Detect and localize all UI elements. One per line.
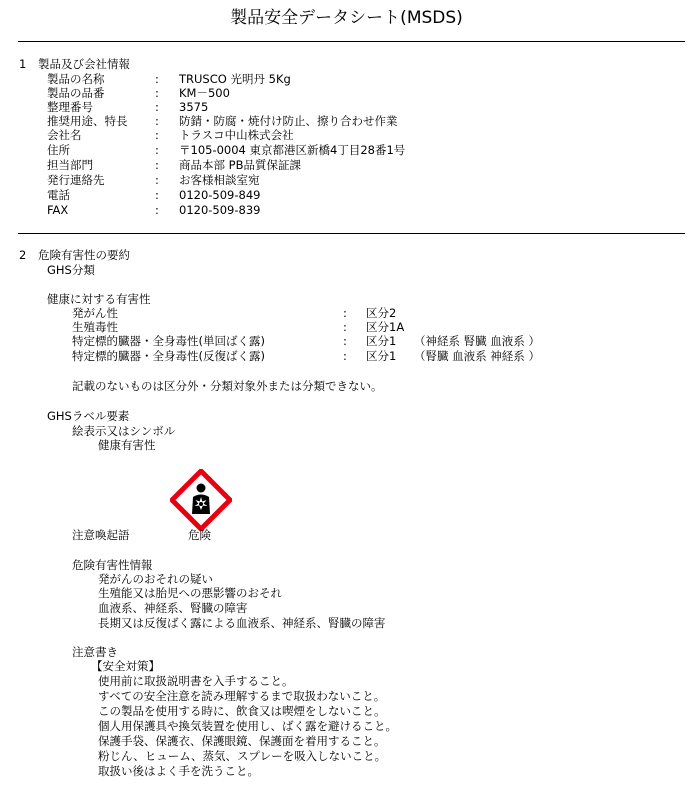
row-sep: : bbox=[155, 143, 159, 157]
pictogram-name: 健康有害性 bbox=[98, 438, 156, 452]
safety-heading: 【安全対策】 bbox=[91, 659, 160, 673]
unclassified-note: 記載のないものは区分外・分類対象外または分類できない。 bbox=[72, 379, 383, 393]
row-value: お客様相談室宛 bbox=[179, 173, 260, 187]
row-sep: : bbox=[155, 158, 159, 172]
row-label: 住所 bbox=[47, 143, 70, 157]
hazard-organs: （腎臓 血液系 神経系 ） bbox=[414, 349, 540, 363]
section2-number: 2 bbox=[19, 248, 27, 262]
hazard-category: 区分1 bbox=[366, 349, 397, 363]
hazard-category: 区分1A bbox=[366, 320, 405, 334]
row-value: 〒105-0004 東京都港区新橋4丁目28番1号 bbox=[179, 143, 406, 157]
row-label: 電話 bbox=[47, 188, 70, 202]
hazard-label: 発がん性 bbox=[72, 306, 118, 320]
row-label: 発行連絡先 bbox=[47, 173, 105, 187]
safety-item: すべての安全注意を読み理解するまで取扱わないこと。 bbox=[98, 689, 386, 703]
signal-word-label: 注意喚起語 bbox=[72, 528, 130, 542]
hazard-sep: : bbox=[343, 334, 347, 348]
row-label: 整理番号 bbox=[47, 100, 93, 114]
safety-item: この製品を使用する時に、飲食又は喫煙をしないこと。 bbox=[98, 704, 386, 718]
row-sep: : bbox=[155, 188, 159, 202]
section2-heading: 危険有害性の要約 bbox=[38, 248, 130, 262]
title-rule bbox=[18, 41, 685, 42]
section1-number: 1 bbox=[19, 57, 27, 71]
hazard-statement: 発がんのおそれの疑い bbox=[98, 572, 213, 586]
safety-item: 粉じん、ヒューム、蒸気、スプレーを吸入しないこと。 bbox=[98, 749, 387, 763]
hazard-statement: 長期又は反復ばく露による血液系、神経系、腎臓の障害 bbox=[98, 616, 386, 630]
safety-item: 個人用保護具や換気装置を使用し、ばく露を避けること。 bbox=[98, 719, 397, 733]
hazard-info-heading: 危険有害性情報 bbox=[72, 558, 153, 572]
row-sep: : bbox=[155, 114, 159, 128]
row-label: 製品の名称 bbox=[47, 72, 105, 86]
row-value: 防錆・防腐・焼付け防止、擦り合わせ作業 bbox=[179, 114, 398, 128]
row-sep: : bbox=[155, 128, 159, 142]
precaution-heading: 注意書き bbox=[72, 645, 118, 659]
hazard-category: 区分1 bbox=[366, 334, 397, 348]
health-hazard-icon bbox=[170, 469, 232, 531]
hazard-label: 特定標的臓器・全身毒性(反復ばく露) bbox=[72, 349, 265, 363]
row-label: 推奨用途、特長 bbox=[47, 114, 128, 128]
hazard-statement: 血液系、神経系、腎臓の障害 bbox=[98, 601, 248, 615]
label-elements-heading: GHSラベル要素 bbox=[47, 409, 130, 423]
row-label: FAX bbox=[47, 203, 69, 217]
pictogram-heading: 絵表示又はシンボル bbox=[72, 424, 176, 438]
row-sep: : bbox=[155, 173, 159, 187]
row-sep: : bbox=[155, 100, 159, 114]
row-sep: : bbox=[155, 72, 159, 86]
hazard-statement: 生殖能又は胎児への悪影響のおそれ bbox=[98, 586, 282, 600]
row-label: 製品の品番 bbox=[47, 86, 105, 100]
health-hazard-heading: 健康に対する有害性 bbox=[47, 292, 151, 306]
row-sep: : bbox=[155, 86, 159, 100]
row-value: 0120-509-839 bbox=[179, 203, 261, 217]
hazard-organs: （神経系 腎臓 血液系 ） bbox=[414, 334, 540, 348]
row-value: 3575 bbox=[179, 100, 209, 114]
signal-word: 危険 bbox=[188, 528, 211, 542]
row-label: 会社名 bbox=[47, 128, 82, 142]
row-value: トラスコ中山株式会社 bbox=[179, 128, 294, 142]
row-sep: : bbox=[155, 203, 159, 217]
row-value: 商品本部 PB品質保証課 bbox=[179, 158, 301, 172]
ghs-class: GHS分類 bbox=[47, 263, 95, 277]
safety-item: 取扱い後はよく手を洗うこと。 bbox=[98, 764, 259, 778]
safety-item: 使用前に取扱説明書を入手すること。 bbox=[98, 674, 294, 688]
section1-heading: 製品及び会社情報 bbox=[38, 57, 130, 71]
hazard-sep: : bbox=[343, 320, 347, 334]
row-value: 0120-509-849 bbox=[179, 188, 261, 202]
row-value: KM－500 bbox=[179, 86, 230, 100]
section-rule bbox=[18, 233, 685, 234]
hazard-sep: : bbox=[343, 349, 347, 363]
row-value: TRUSCO 光明丹 5Kg bbox=[179, 72, 291, 86]
safety-item: 保護手袋、保護衣、保護眼鏡、保護面を着用すること。 bbox=[98, 734, 386, 748]
page-title: 製品安全データシート(MSDS) bbox=[230, 8, 463, 28]
hazard-label: 生殖毒性 bbox=[72, 320, 118, 334]
hazard-sep: : bbox=[343, 306, 347, 320]
hazard-category: 区分2 bbox=[366, 306, 397, 320]
row-label: 担当部門 bbox=[47, 158, 93, 172]
hazard-label: 特定標的臓器・全身毒性(単回ばく露) bbox=[72, 334, 265, 348]
